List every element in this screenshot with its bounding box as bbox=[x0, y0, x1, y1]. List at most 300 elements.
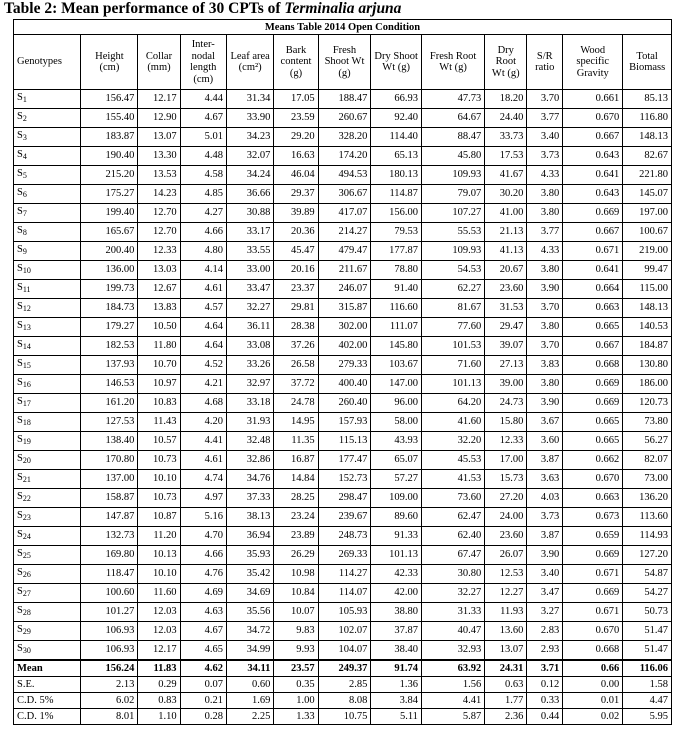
table-cell: 182.53 bbox=[81, 337, 138, 356]
table-cell: 10.10 bbox=[138, 565, 180, 584]
table-cell: 13.60 bbox=[485, 622, 527, 641]
table-cell: 101.53 bbox=[421, 337, 484, 356]
table-row bbox=[14, 546, 672, 565]
stats-cell: 34.11 bbox=[226, 660, 273, 677]
table-cell: 58.00 bbox=[371, 413, 422, 432]
table-cell: 165.67 bbox=[81, 223, 138, 242]
table-cell: 37.26 bbox=[274, 337, 318, 356]
table-cell: 88.47 bbox=[421, 128, 484, 147]
stats-label: C.D. 5% bbox=[14, 693, 81, 709]
table-cell: 10.98 bbox=[274, 565, 318, 584]
table-cell: 24.40 bbox=[485, 109, 527, 128]
stats-cell: 5.87 bbox=[421, 709, 484, 725]
table-cell: 115.13 bbox=[318, 432, 371, 451]
table-cell: 157.93 bbox=[318, 413, 371, 432]
table-cell: 32.27 bbox=[421, 584, 484, 603]
table-cell: 36.94 bbox=[226, 527, 273, 546]
title-prefix: Table 2: Mean performance of 30 CPTs of bbox=[4, 0, 285, 17]
table-cell: 3.90 bbox=[527, 546, 563, 565]
table-row bbox=[14, 641, 672, 661]
stats-cell: 2.13 bbox=[81, 677, 138, 693]
table-cell: 199.73 bbox=[81, 280, 138, 299]
table-cell: 260.40 bbox=[318, 394, 371, 413]
table-cell: 14.23 bbox=[138, 185, 180, 204]
stats-cell: 0.01 bbox=[563, 693, 623, 709]
table-cell: 4.64 bbox=[180, 318, 226, 337]
stats-cell: 0.60 bbox=[226, 677, 273, 693]
table-cell: 3.73 bbox=[527, 508, 563, 527]
table-cell: 0.668 bbox=[563, 356, 623, 375]
stats-cell: 1.69 bbox=[226, 693, 273, 709]
stats-cell: 63.92 bbox=[421, 660, 484, 677]
table-cell: 45.53 bbox=[421, 451, 484, 470]
table-cell: 127.20 bbox=[623, 546, 672, 565]
table-cell: 16.63 bbox=[274, 147, 318, 166]
table-cell: 36.11 bbox=[226, 318, 273, 337]
stats-cell: 0.02 bbox=[563, 709, 623, 725]
table-cell: 37.72 bbox=[274, 375, 318, 394]
table-cell: 177.47 bbox=[318, 451, 371, 470]
table-row bbox=[14, 299, 672, 318]
table-cell: 91.40 bbox=[371, 280, 422, 299]
table-cell: 32.93 bbox=[421, 641, 484, 661]
table-cell: 54.53 bbox=[421, 261, 484, 280]
stats-row bbox=[14, 677, 672, 693]
table-cell: 4.33 bbox=[527, 166, 563, 185]
table-cell: 4.67 bbox=[180, 109, 226, 128]
table-cell: 0.671 bbox=[563, 242, 623, 261]
table-cell: 4.41 bbox=[180, 432, 226, 451]
table-cell: 0.662 bbox=[563, 451, 623, 470]
table-cell: 239.67 bbox=[318, 508, 371, 527]
genotype-cell: $S_{15}$ bbox=[14, 356, 81, 375]
table-cell: 4.69 bbox=[180, 584, 226, 603]
table-cell: 40.47 bbox=[421, 622, 484, 641]
table-cell: 0.670 bbox=[563, 470, 623, 489]
table-cell: 11.80 bbox=[138, 337, 180, 356]
table-cell: 14.84 bbox=[274, 470, 318, 489]
table-cell: 114.93 bbox=[623, 527, 672, 546]
table-cell: 4.70 bbox=[180, 527, 226, 546]
table-cell: 3.77 bbox=[527, 223, 563, 242]
table-cell: 26.07 bbox=[485, 546, 527, 565]
table-cell: 0.663 bbox=[563, 299, 623, 318]
table-cell: 30.80 bbox=[421, 565, 484, 584]
table-cell: 148.13 bbox=[623, 299, 672, 318]
stats-cell: 0.63 bbox=[485, 677, 527, 693]
table-cell: 56.27 bbox=[623, 432, 672, 451]
stats-cell: 6.02 bbox=[81, 693, 138, 709]
table-cell: 17.05 bbox=[274, 90, 318, 109]
stats-cell: 0.12 bbox=[527, 677, 563, 693]
table-row bbox=[14, 432, 672, 451]
column-header: Dry Shoot Wt (g) bbox=[371, 35, 422, 90]
table-cell: 10.10 bbox=[138, 470, 180, 489]
table-cell: 24.00 bbox=[485, 508, 527, 527]
table-cell: 214.27 bbox=[318, 223, 371, 242]
genotype-cell: $S_{21}$ bbox=[14, 470, 81, 489]
table-cell: 82.67 bbox=[623, 147, 672, 166]
table-cell: 37.87 bbox=[371, 622, 422, 641]
table-cell: 73.60 bbox=[421, 489, 484, 508]
table-cell: 0.641 bbox=[563, 166, 623, 185]
table-cell: 402.00 bbox=[318, 337, 371, 356]
stats-cell: 5.95 bbox=[623, 709, 672, 725]
stats-cell: 1.56 bbox=[421, 677, 484, 693]
table-cell: 41.53 bbox=[421, 470, 484, 489]
table-cell: 34.72 bbox=[226, 622, 273, 641]
table-cell: 34.99 bbox=[226, 641, 273, 661]
table-cell: 3.60 bbox=[527, 432, 563, 451]
column-header: Height (cm) bbox=[81, 35, 138, 90]
table-cell: 4.21 bbox=[180, 375, 226, 394]
table-cell: 38.80 bbox=[371, 603, 422, 622]
table-cell: 79.07 bbox=[421, 185, 484, 204]
table-cell: 0.668 bbox=[563, 641, 623, 661]
table-row bbox=[14, 394, 672, 413]
table-cell: 4.44 bbox=[180, 90, 226, 109]
table-cell: 3.27 bbox=[527, 603, 563, 622]
table-cell: 32.86 bbox=[226, 451, 273, 470]
column-header: Total Biomass bbox=[623, 35, 672, 90]
table-cell: 161.20 bbox=[81, 394, 138, 413]
stats-cell: 4.47 bbox=[623, 693, 672, 709]
table-cell: 35.42 bbox=[226, 565, 273, 584]
table-cell: 89.60 bbox=[371, 508, 422, 527]
stats-cell: 3.71 bbox=[527, 660, 563, 677]
stats-cell: 1.10 bbox=[138, 709, 180, 725]
stats-cell: 0.00 bbox=[563, 677, 623, 693]
table-cell: 54.27 bbox=[623, 584, 672, 603]
table-cell: 100.67 bbox=[623, 223, 672, 242]
table-row bbox=[14, 261, 672, 280]
table-cell: 494.53 bbox=[318, 166, 371, 185]
table-cell: 0.643 bbox=[563, 185, 623, 204]
stats-cell: 0.35 bbox=[274, 677, 318, 693]
table-cell: 101.27 bbox=[81, 603, 138, 622]
table-cell: 4.14 bbox=[180, 261, 226, 280]
table-cell: 28.25 bbox=[274, 489, 318, 508]
stats-cell: 1.00 bbox=[274, 693, 318, 709]
table-cell: 4.33 bbox=[527, 242, 563, 261]
table-cell: 0.659 bbox=[563, 527, 623, 546]
table-cell: 109.93 bbox=[421, 242, 484, 261]
table-cell: 31.53 bbox=[485, 299, 527, 318]
table-cell: 73.00 bbox=[623, 470, 672, 489]
table-row bbox=[14, 109, 672, 128]
genotype-cell: $S_{25}$ bbox=[14, 546, 81, 565]
table-cell: 16.87 bbox=[274, 451, 318, 470]
data-table bbox=[13, 19, 672, 725]
table-row bbox=[14, 356, 672, 375]
table-cell: 114.87 bbox=[371, 185, 422, 204]
stats-cell: 2.85 bbox=[318, 677, 371, 693]
genotype-cell: $S_1$ bbox=[14, 90, 81, 109]
table-cell: 26.58 bbox=[274, 356, 318, 375]
table-cell: 400.40 bbox=[318, 375, 371, 394]
genotype-cell: $S_7$ bbox=[14, 204, 81, 223]
stats-cell: 249.37 bbox=[318, 660, 371, 677]
caption-row bbox=[14, 20, 672, 35]
genotype-cell: $S_{16}$ bbox=[14, 375, 81, 394]
table-cell: 130.80 bbox=[623, 356, 672, 375]
table-cell: 62.40 bbox=[421, 527, 484, 546]
table-cell: 33.26 bbox=[226, 356, 273, 375]
table-cell: 20.67 bbox=[485, 261, 527, 280]
table-cell: 0.669 bbox=[563, 394, 623, 413]
table-cell: 3.80 bbox=[527, 318, 563, 337]
table-cell: 106.93 bbox=[81, 641, 138, 661]
table-cell: 42.33 bbox=[371, 565, 422, 584]
table-cell: 197.00 bbox=[623, 204, 672, 223]
table-row bbox=[14, 413, 672, 432]
table-cell: 51.47 bbox=[623, 622, 672, 641]
table-cell: 20.36 bbox=[274, 223, 318, 242]
table-cell: 113.60 bbox=[623, 508, 672, 527]
table-cell: 10.57 bbox=[138, 432, 180, 451]
table-cell: 200.40 bbox=[81, 242, 138, 261]
table-cell: 13.53 bbox=[138, 166, 180, 185]
table-cell: 248.73 bbox=[318, 527, 371, 546]
stats-cell: 0.44 bbox=[527, 709, 563, 725]
table-cell: 246.07 bbox=[318, 280, 371, 299]
table-cell: 27.13 bbox=[485, 356, 527, 375]
table-cell: 0.669 bbox=[563, 204, 623, 223]
table-cell: 14.95 bbox=[274, 413, 318, 432]
table-cell: 10.13 bbox=[138, 546, 180, 565]
genotype-cell: $S_{23}$ bbox=[14, 508, 81, 527]
table-cell: 3.80 bbox=[527, 185, 563, 204]
table-cell: 26.29 bbox=[274, 546, 318, 565]
table-cell: 3.90 bbox=[527, 280, 563, 299]
genotype-cell: $S_{14}$ bbox=[14, 337, 81, 356]
table-cell: 33.00 bbox=[226, 261, 273, 280]
genotype-cell: $S_5$ bbox=[14, 166, 81, 185]
table-row bbox=[14, 470, 672, 489]
stats-cell: 2.36 bbox=[485, 709, 527, 725]
table-cell: 111.07 bbox=[371, 318, 422, 337]
table-cell: 211.67 bbox=[318, 261, 371, 280]
table-cell: 23.89 bbox=[274, 527, 318, 546]
table-cell: 184.73 bbox=[81, 299, 138, 318]
table-cell: 0.669 bbox=[563, 584, 623, 603]
table-cell: 12.70 bbox=[138, 204, 180, 223]
table-cell: 64.67 bbox=[421, 109, 484, 128]
table-cell: 12.33 bbox=[485, 432, 527, 451]
table-cell: 146.53 bbox=[81, 375, 138, 394]
table-cell: 145.80 bbox=[371, 337, 422, 356]
table-cell: 3.80 bbox=[527, 375, 563, 394]
table-cell: 33.90 bbox=[226, 109, 273, 128]
table-cell: 91.33 bbox=[371, 527, 422, 546]
table-row bbox=[14, 375, 672, 394]
stats-cell: 0.33 bbox=[527, 693, 563, 709]
table-cell: 4.74 bbox=[180, 470, 226, 489]
table-cell: 184.87 bbox=[623, 337, 672, 356]
stats-cell: 0.28 bbox=[180, 709, 226, 725]
stats-cell: 0.29 bbox=[138, 677, 180, 693]
table-cell: 3.63 bbox=[527, 470, 563, 489]
table-cell: 32.97 bbox=[226, 375, 273, 394]
genotype-cell: $S_{12}$ bbox=[14, 299, 81, 318]
table-cell: 12.90 bbox=[138, 109, 180, 128]
table-cell: 328.20 bbox=[318, 128, 371, 147]
table-cell: 10.97 bbox=[138, 375, 180, 394]
table-cell: 12.70 bbox=[138, 223, 180, 242]
table-cell: 4.03 bbox=[527, 489, 563, 508]
genotype-cell: $S_{18}$ bbox=[14, 413, 81, 432]
table-cell: 4.68 bbox=[180, 394, 226, 413]
table-cell: 4.97 bbox=[180, 489, 226, 508]
table-cell: 10.73 bbox=[138, 451, 180, 470]
table-cell: 4.76 bbox=[180, 565, 226, 584]
table-row bbox=[14, 603, 672, 622]
table-cell: 0.664 bbox=[563, 280, 623, 299]
table-cell: 136.20 bbox=[623, 489, 672, 508]
table-cell: 32.20 bbox=[421, 432, 484, 451]
table-cell: 23.60 bbox=[485, 527, 527, 546]
table-cell: 140.53 bbox=[623, 318, 672, 337]
table-cell: 41.00 bbox=[485, 204, 527, 223]
genotype-cell: $S_{17}$ bbox=[14, 394, 81, 413]
table-cell: 29.37 bbox=[274, 185, 318, 204]
table-row bbox=[14, 489, 672, 508]
table-cell: 82.07 bbox=[623, 451, 672, 470]
genotype-cell: $S_3$ bbox=[14, 128, 81, 147]
table-cell: 105.93 bbox=[318, 603, 371, 622]
table-cell: 0.667 bbox=[563, 128, 623, 147]
table-cell: 298.47 bbox=[318, 489, 371, 508]
table-cell: 4.63 bbox=[180, 603, 226, 622]
table-cell: 4.65 bbox=[180, 641, 226, 661]
table-cell: 0.665 bbox=[563, 318, 623, 337]
table-cell: 3.40 bbox=[527, 565, 563, 584]
header-row bbox=[14, 35, 672, 90]
table-cell: 11.93 bbox=[485, 603, 527, 622]
table-cell: 24.78 bbox=[274, 394, 318, 413]
stats-cell: 3.84 bbox=[371, 693, 422, 709]
table-cell: 479.47 bbox=[318, 242, 371, 261]
column-header: Fresh Shoot Wt (g) bbox=[318, 35, 371, 90]
genotype-cell: $S_{19}$ bbox=[14, 432, 81, 451]
table-cell: 0.665 bbox=[563, 413, 623, 432]
table-cell: 66.93 bbox=[371, 90, 422, 109]
table-cell: 302.00 bbox=[318, 318, 371, 337]
column-header: Wood specific Gravity bbox=[563, 35, 623, 90]
table-cell: 13.07 bbox=[138, 128, 180, 147]
table-cell: 137.93 bbox=[81, 356, 138, 375]
table-cell: 47.73 bbox=[421, 90, 484, 109]
table-cell: 0.641 bbox=[563, 261, 623, 280]
table-cell: 306.67 bbox=[318, 185, 371, 204]
table-cell: 33.55 bbox=[226, 242, 273, 261]
table-cell: 118.47 bbox=[81, 565, 138, 584]
table-cell: 13.83 bbox=[138, 299, 180, 318]
table-cell: 11.20 bbox=[138, 527, 180, 546]
table-cell: 158.87 bbox=[81, 489, 138, 508]
genotype-cell: $S_6$ bbox=[14, 185, 81, 204]
table-cell: 3.70 bbox=[527, 90, 563, 109]
table-cell: 33.73 bbox=[485, 128, 527, 147]
stats-cell: 10.75 bbox=[318, 709, 371, 725]
table-cell: 3.87 bbox=[527, 527, 563, 546]
genotype-cell: $S_2$ bbox=[14, 109, 81, 128]
table-cell: 260.67 bbox=[318, 109, 371, 128]
table-cell: 183.87 bbox=[81, 128, 138, 147]
column-header: Leaf area (cm²) bbox=[226, 35, 273, 90]
column-header: Fresh Root Wt (g) bbox=[421, 35, 484, 90]
table-cell: 41.67 bbox=[485, 166, 527, 185]
table-cell: 17.53 bbox=[485, 147, 527, 166]
table-cell: 103.67 bbox=[371, 356, 422, 375]
table-cell: 109.93 bbox=[421, 166, 484, 185]
column-header: S/R ratio bbox=[527, 35, 563, 90]
table-cell: 136.00 bbox=[81, 261, 138, 280]
table-cell: 116.80 bbox=[623, 109, 672, 128]
table-cell: 38.40 bbox=[371, 641, 422, 661]
stats-label: Mean bbox=[14, 660, 81, 677]
table-cell: 190.40 bbox=[81, 147, 138, 166]
genotype-cell: $S_8$ bbox=[14, 223, 81, 242]
table-cell: 3.47 bbox=[527, 584, 563, 603]
table-cell: 10.83 bbox=[138, 394, 180, 413]
table-cell: 32.07 bbox=[226, 147, 273, 166]
stats-cell: 1.33 bbox=[274, 709, 318, 725]
table-cell: 2.83 bbox=[527, 622, 563, 641]
stats-cell: 23.57 bbox=[274, 660, 318, 677]
table-cell: 177.87 bbox=[371, 242, 422, 261]
table-cell: 12.03 bbox=[138, 603, 180, 622]
table-cell: 4.85 bbox=[180, 185, 226, 204]
table-cell: 0.667 bbox=[563, 223, 623, 242]
table-cell: 148.13 bbox=[623, 128, 672, 147]
table-cell: 0.669 bbox=[563, 546, 623, 565]
table-cell: 12.03 bbox=[138, 622, 180, 641]
genotype-cell: $S_9$ bbox=[14, 242, 81, 261]
stats-cell: 24.31 bbox=[485, 660, 527, 677]
table-cell: 10.84 bbox=[274, 584, 318, 603]
table-cell: 0.663 bbox=[563, 489, 623, 508]
table-cell: 96.00 bbox=[371, 394, 422, 413]
table-cell: 23.60 bbox=[485, 280, 527, 299]
table-cell: 114.40 bbox=[371, 128, 422, 147]
stats-cell: 4.62 bbox=[180, 660, 226, 677]
table-cell: 29.20 bbox=[274, 128, 318, 147]
table-subtitle: Means Table 2014 Open Condition bbox=[14, 20, 672, 35]
table-cell: 45.47 bbox=[274, 242, 318, 261]
table-cell: 3.80 bbox=[527, 261, 563, 280]
stats-cell: 0.66 bbox=[563, 660, 623, 677]
table-cell: 221.80 bbox=[623, 166, 672, 185]
table-cell: 3.73 bbox=[527, 147, 563, 166]
table-cell: 71.60 bbox=[421, 356, 484, 375]
table-cell: 45.80 bbox=[421, 147, 484, 166]
table-cell: 50.73 bbox=[623, 603, 672, 622]
table-cell: 31.34 bbox=[226, 90, 273, 109]
table-cell: 4.48 bbox=[180, 147, 226, 166]
table-cell: 34.24 bbox=[226, 166, 273, 185]
table-cell: 2.93 bbox=[527, 641, 563, 661]
table-cell: 34.23 bbox=[226, 128, 273, 147]
table-cell: 79.53 bbox=[371, 223, 422, 242]
table-cell: 39.89 bbox=[274, 204, 318, 223]
table-cell: 77.60 bbox=[421, 318, 484, 337]
genotype-cell: $S_{27}$ bbox=[14, 584, 81, 603]
table-cell: 37.33 bbox=[226, 489, 273, 508]
genotype-cell: $S_{24}$ bbox=[14, 527, 81, 546]
column-header: Collar (mm) bbox=[138, 35, 180, 90]
table-cell: 65.13 bbox=[371, 147, 422, 166]
